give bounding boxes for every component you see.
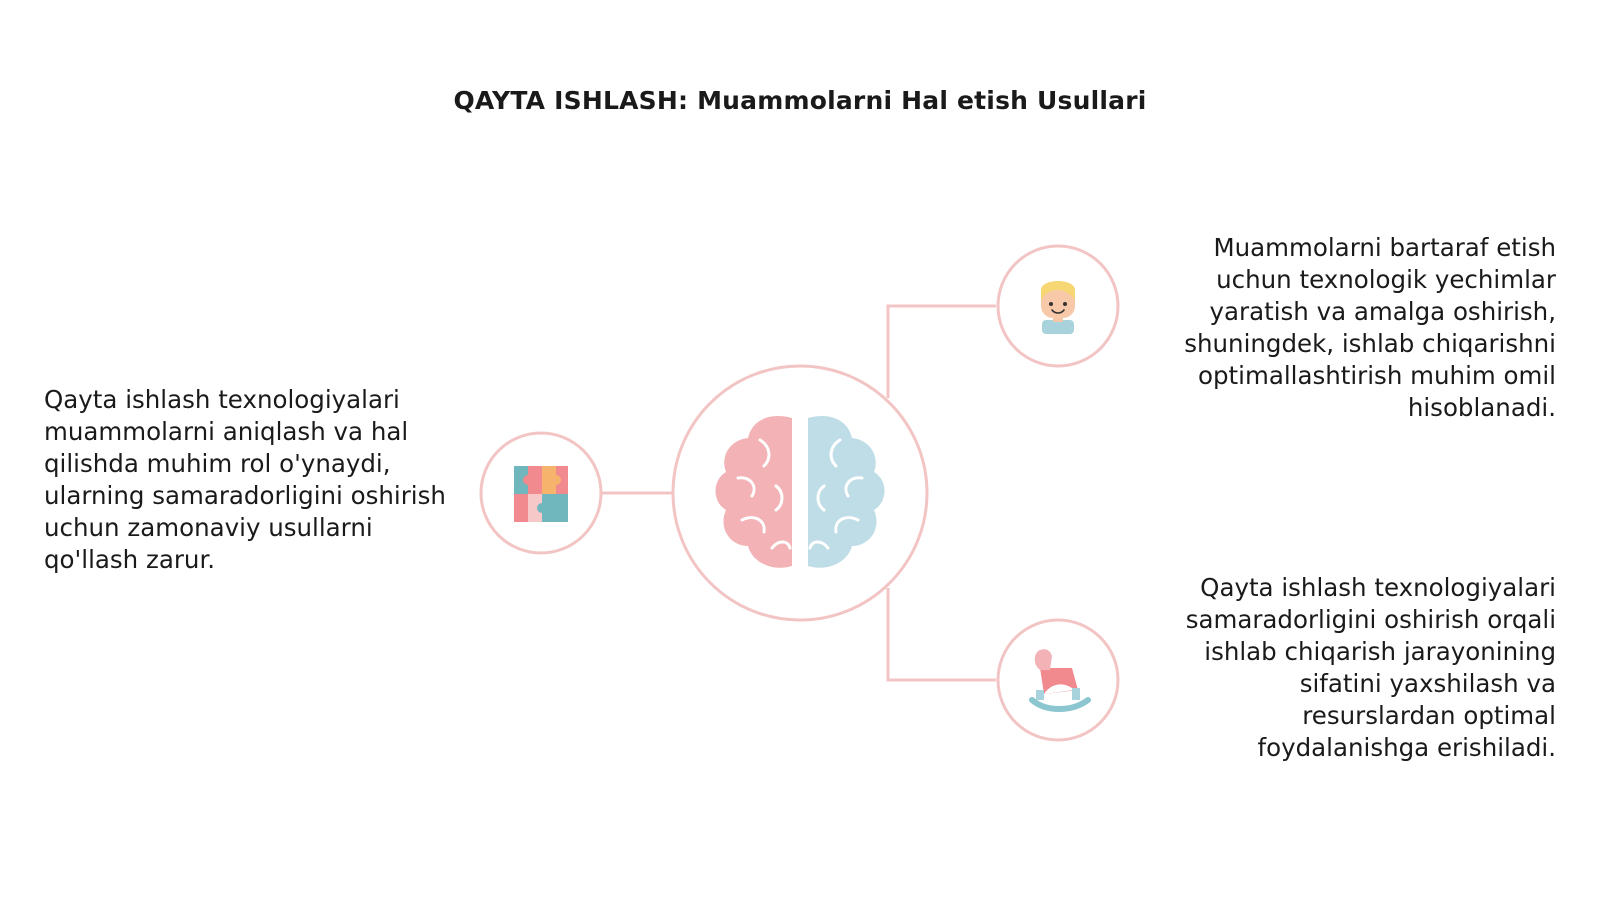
connector-top-right <box>888 306 996 398</box>
page-title: QAYTA ISHLASH: Muammolarni Hal etish Usullari <box>453 86 1147 115</box>
left-description: Qayta ishlash texnologiyalari muammolarni aniqlash va hal qilishda muhim rol o'ynaydi, ularning samaradorligini oshirish uchun zamonaviy usullarni qo'llash zarur. <box>44 385 446 574</box>
left-node <box>481 433 601 553</box>
connector-bottom-right <box>888 588 996 680</box>
top-right-description: Muammolarni bartaraf etish uchun texnologik yechimlar yaratish va amalga oshirish, shuningdek, ishlab chiqarishni optimallashtirish muhim omil hisoblanadi. <box>1184 233 1556 422</box>
top-right-node <box>998 246 1118 366</box>
bottom-right-description: Qayta ishlash texnologiyalari samaradorligini oshirish orqali ishlab chiqarish jarayonining sifatini yaxshilash va resurslardan optimal foydalanishga erishiladi. <box>1185 573 1556 762</box>
puzzle-icon <box>514 466 568 522</box>
child-face-icon <box>1041 281 1075 334</box>
center-node <box>673 366 927 620</box>
bottom-right-node <box>998 620 1118 740</box>
